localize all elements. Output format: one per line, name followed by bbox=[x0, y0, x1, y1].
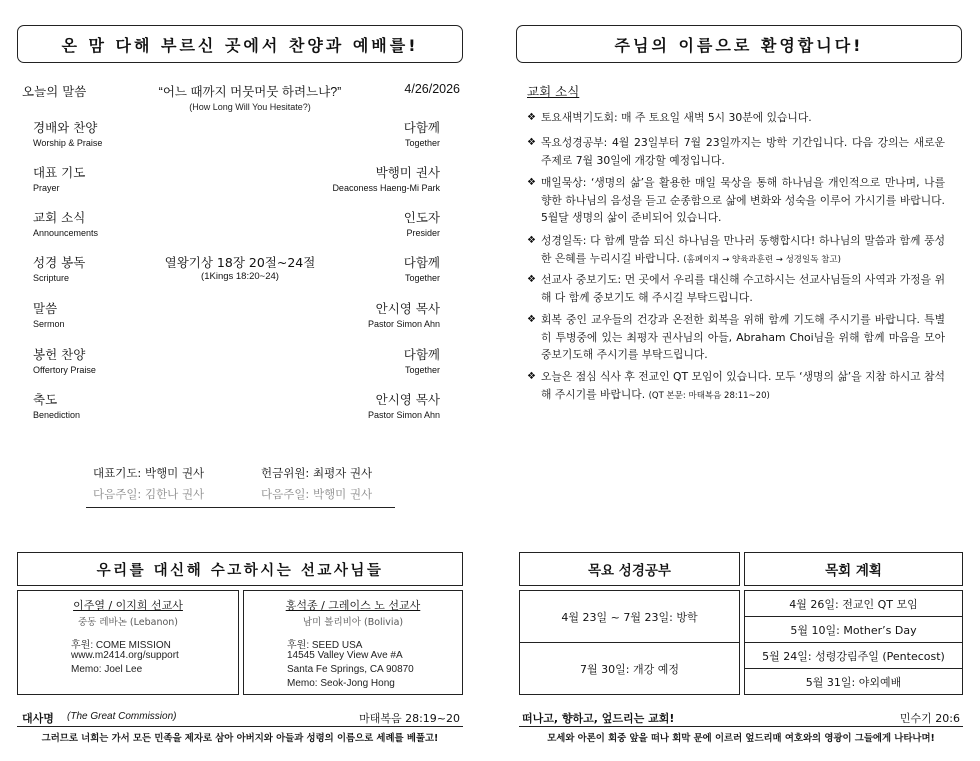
motto-divider bbox=[519, 726, 963, 727]
order-item-title-en: Sermon bbox=[33, 319, 65, 329]
sermon-date: 4/26/2026 bbox=[404, 82, 460, 96]
sermon-title: “어느 때까지 머뭇머뭇 하려느냐?” bbox=[158, 85, 342, 99]
news-note-qt: (QT 본문: 마태복음 28:11~20) bbox=[648, 390, 770, 401]
order-item-title: 봉헌 찬양 bbox=[33, 347, 86, 362]
missionary-2-name: 홍석종 / 그레이스 노 선교사 bbox=[285, 599, 421, 612]
bible-study-header bbox=[519, 552, 740, 586]
missionary-1-name: 이주열 / 이지희 선교사 bbox=[73, 599, 183, 612]
bullet-icon: ❖ bbox=[527, 112, 536, 123]
missionary-2-place: 남미 볼리비아 (Bolivia) bbox=[302, 617, 404, 628]
missionary-1-place: 중동 레바논 (Lebanon) bbox=[77, 617, 178, 628]
missionary-banner-text: 우리를 대신해 수고하시는 선교사님들 bbox=[96, 562, 384, 579]
missionary-banner bbox=[17, 552, 463, 586]
missionary-2-line-2: 14545 Valley View Ave #A bbox=[287, 650, 403, 661]
order-item-title-en: Offertory Praise bbox=[33, 365, 96, 375]
prayer-next: 다음주일: 김한나 권사 bbox=[93, 487, 205, 501]
bullet-icon: ❖ bbox=[527, 137, 536, 148]
order-item-title-en: Benediction bbox=[33, 410, 81, 420]
bullet-icon: ❖ bbox=[527, 177, 536, 188]
duty-divider bbox=[86, 507, 395, 508]
sermon-title-en: (How Long Will You Hesitate?) bbox=[189, 102, 311, 112]
order-item-passage-en: (1Kings 18:20~24) bbox=[201, 271, 279, 282]
order-item-leader: 안시영 목사 bbox=[375, 392, 440, 407]
bible-study-row-1 bbox=[519, 590, 740, 643]
order-item-title-en: Prayer bbox=[33, 183, 60, 193]
news-item-5 bbox=[527, 271, 945, 306]
bullet-icon: ❖ bbox=[527, 314, 536, 325]
missionary-2-line-3: Santa Fe Springs, CA 90870 bbox=[287, 664, 414, 675]
missionary-1-line-1: 후원: COME MISSION bbox=[71, 640, 171, 651]
order-item-leader-en: Pastor Simon Ahn bbox=[367, 319, 440, 329]
commission-label: 대사명 bbox=[22, 712, 54, 725]
news-item-text: 매일묵상: ‘생명의 삶’을 활용한 매일 묵상을 통해 하나님을 개인적으로 만나며, 나를 향한 하나님의 음성을 듣고 순종함으로 삶에 변화와 성숙을 이루어 가시기를 바랍니다. 5월달 생명의 삶이 준비되어 있습니다. bbox=[541, 176, 945, 224]
order-item-title-en: Worship & Praise bbox=[33, 138, 103, 148]
commission-verse: 그러므로 너희는 가서 모든 민족을 제자로 삼아 아버지와 아들과 성령의 이름으로 세례를 베풀고! bbox=[41, 733, 439, 744]
order-item-title-en: Scripture bbox=[33, 273, 70, 283]
order-item-leader: 안시영 목사 bbox=[375, 301, 440, 316]
missionary-1-line-3: Memo: Joel Lee bbox=[71, 664, 143, 675]
order-item-leader-en: Together bbox=[404, 138, 440, 148]
bullet-icon: ❖ bbox=[527, 274, 536, 285]
order-item-title: 말씀 bbox=[33, 301, 58, 316]
news-item-6 bbox=[527, 311, 945, 364]
order-item-leader-en: Together bbox=[404, 365, 440, 375]
news-item-text: 선교사 중보기도: 먼 곳에서 우리를 대신해 수고하시는 선교사님들의 사역과 가정을 위해 다 함께 중보기도 해 주시길 부탁드립니다. bbox=[541, 273, 945, 304]
missionary-1-line-2: www.m2414.org/support bbox=[71, 650, 179, 661]
pastoral-plan-row-1 bbox=[744, 590, 963, 617]
sermon-label: 오늘의 말씀 bbox=[22, 84, 87, 99]
news-item-text: 토요새벽기도회: 매 주 토요일 새벽 5시 30분에 있습니다. bbox=[541, 111, 812, 124]
order-item-title: 축도 bbox=[33, 392, 58, 407]
news-item-text: 성경일독: 다 함께 말씀 되신 하나님을 만나러 동행합시다! 하나님의 말씀과 함께 풍성한 은혜를 누리시길 바랍니다. bbox=[541, 234, 945, 265]
offering-now: 헌금위원: 최평자 권사 bbox=[261, 466, 373, 480]
order-item-title: 교회 소식 bbox=[33, 210, 86, 225]
pastoral-plan-row-text: 5월 10일: Mother’s Day bbox=[790, 623, 917, 637]
order-item-leader-en: Together bbox=[404, 273, 440, 283]
bullet-icon: ❖ bbox=[527, 371, 536, 382]
prayer-now: 대표기도: 박행미 권사 bbox=[93, 466, 205, 480]
news-item-2 bbox=[527, 134, 945, 169]
offering-next: 다음주일: 박행미 권사 bbox=[261, 487, 373, 501]
news-item-text: 목요성경공부: 4월 23일부터 7월 23일까지는 방학 기간입니다. 다음 강의는 새로운 주제로 7월 30일에 개강할 예정입니다. bbox=[541, 136, 945, 167]
order-item-title-en: Announcements bbox=[33, 228, 99, 238]
pastoral-plan-row-text: 5월 24일: 성령강림주일 (Pentecost) bbox=[762, 649, 945, 663]
news-note-homepage: (홈페이지 → 양육과훈련 → 성경일독 참고) bbox=[683, 254, 841, 265]
motto-text: 떠나고, 향하고, 엎드리는 교회! bbox=[522, 712, 675, 725]
pastoral-plan-row-text: 5월 31일: 야외예배 bbox=[805, 675, 902, 689]
motto-ref: 민수기 20:6 bbox=[899, 712, 960, 725]
pastoral-plan-header bbox=[744, 552, 963, 586]
order-item-leader: 박행미 권사 bbox=[375, 165, 440, 180]
missionary-2-line-1: 후원: SEED USA bbox=[287, 640, 363, 651]
right-banner bbox=[516, 25, 962, 63]
left-banner-text: 온 맘 다해 부르신 곳에서 찬양과 예배를! bbox=[61, 35, 419, 55]
missionary-2-line-4: Memo: Seok-Jong Hong bbox=[287, 678, 395, 689]
right-banner-text: 주님의 이름으로 환영합니다! bbox=[614, 35, 864, 55]
left-banner bbox=[17, 25, 463, 63]
commission-ref: 마태복음 28:19~20 bbox=[359, 712, 460, 725]
news-item-7 bbox=[527, 368, 945, 405]
order-item-leader-en: Deaconess Haeng-Mi Park bbox=[332, 183, 440, 193]
motto-verse: 모세와 아론이 회중 앞을 떠나 회막 문에 이르러 엎드리매 여호와의 영광이 그들에게 나타나며! bbox=[547, 733, 935, 744]
pastoral-plan-row-text: 4월 26일: 전교인 QT 모임 bbox=[789, 597, 918, 611]
news-heading: 교회 소식 bbox=[527, 84, 580, 99]
order-item-leader-en: Pastor Simon Ahn bbox=[367, 410, 440, 420]
bible-study-header-text: 목요 성경공부 bbox=[588, 563, 671, 579]
pastoral-plan-header-text: 목회 계획 bbox=[825, 563, 882, 579]
pastoral-plan-row-2 bbox=[744, 616, 963, 643]
pastoral-plan-row-3 bbox=[744, 642, 963, 669]
order-item-leader-en: Presider bbox=[406, 228, 440, 238]
bible-study-row-text: 4월 23일 ~ 7월 23일: 방학 bbox=[561, 610, 698, 624]
order-item-leader: 다함께 bbox=[403, 120, 440, 135]
news-item-1 bbox=[527, 109, 945, 127]
order-item-leader: 인도자 bbox=[403, 210, 440, 225]
order-item-title: 경배와 찬양 bbox=[33, 120, 98, 135]
order-item-title: 성경 봉독 bbox=[33, 255, 86, 270]
bullet-icon: ❖ bbox=[527, 235, 536, 246]
order-item-leader: 다함께 bbox=[403, 255, 440, 270]
bible-study-row-2 bbox=[519, 642, 740, 695]
pastoral-plan-row-4 bbox=[744, 668, 963, 695]
order-item-passage: 열왕기상 18장 20절~24절 bbox=[164, 255, 316, 270]
order-item-title: 대표 기도 bbox=[33, 165, 86, 180]
news-item-text: 오늘은 점심 식사 후 전교인 QT 모임이 있습니다. 모두 ‘생명의 삶’을 지참 하시고 참석해 주시기를 바랍니다. bbox=[541, 370, 945, 401]
commission-label-en: (The Great Commission) bbox=[67, 711, 177, 722]
commission-divider bbox=[17, 726, 463, 727]
order-item-leader: 다함께 bbox=[403, 347, 440, 362]
news-item-4 bbox=[527, 232, 945, 269]
news-item-3 bbox=[527, 174, 945, 227]
bible-study-row-text: 7월 30일: 개강 예정 bbox=[580, 662, 679, 676]
news-item-text: 회복 중인 교우들의 건강과 온전한 회복을 위해 함께 기도해 주시기를 바랍니다. 특별히 투병중에 있는 최평자 권사님의 아들, Abraham Choi님을 위해 함께 마음을 모아 중보기도해 주시기를 부탁드립니다. bbox=[541, 313, 945, 361]
